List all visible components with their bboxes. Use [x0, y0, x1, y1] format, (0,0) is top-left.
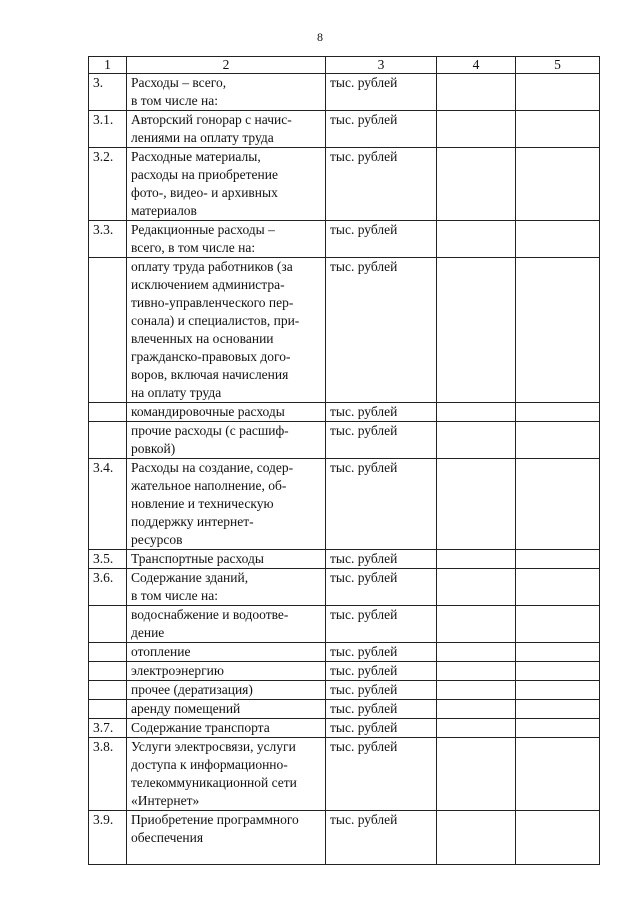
row-value-col-5 [516, 719, 600, 738]
table-row [89, 74, 600, 111]
row-number [89, 700, 127, 719]
expenses-table [88, 56, 600, 865]
table-row [89, 662, 600, 681]
table-row [89, 148, 600, 221]
row-value-col-5 [516, 606, 600, 643]
table-row [89, 719, 600, 738]
row-number [89, 681, 127, 700]
row-value-col-5 [516, 111, 600, 148]
row-number: 3.3. [89, 221, 127, 258]
row-value-col-5 [516, 700, 600, 719]
row-value-col-4 [437, 606, 516, 643]
row-unit: тыс. рублей [326, 258, 437, 403]
row-unit: тыс. рублей [326, 738, 437, 811]
row-number: 3.9. [89, 811, 127, 865]
table-row [89, 606, 600, 643]
table-row [89, 681, 600, 700]
row-value-col-4 [437, 719, 516, 738]
row-value-col-5 [516, 422, 600, 459]
table-row [89, 258, 600, 403]
row-name: Редакционные расходы – всего, в том числе на: [127, 221, 326, 258]
row-name: прочее (дератизация) [127, 681, 326, 700]
row-name: электроэнергию [127, 662, 326, 681]
row-number: 3.8. [89, 738, 127, 811]
row-number: 3.2. [89, 148, 127, 221]
row-value-col-4 [437, 148, 516, 221]
row-unit: тыс. рублей [326, 643, 437, 662]
row-value-col-4 [437, 738, 516, 811]
row-value-col-5 [516, 681, 600, 700]
row-value-col-4 [437, 700, 516, 719]
table-row [89, 569, 600, 606]
header-col-3: 3 [326, 57, 437, 74]
row-value-col-5 [516, 459, 600, 550]
table-row [89, 643, 600, 662]
table-row [89, 550, 600, 569]
row-value-col-5 [516, 643, 600, 662]
row-value-col-4 [437, 74, 516, 111]
row-name: прочие расходы (с расшиф- ровкой) [127, 422, 326, 459]
row-name: Приобретение программного обеспечения [127, 811, 326, 865]
table-row [89, 403, 600, 422]
row-unit: тыс. рублей [326, 719, 437, 738]
row-value-col-5 [516, 258, 600, 403]
row-number [89, 662, 127, 681]
row-value-col-4 [437, 681, 516, 700]
row-unit: тыс. рублей [326, 606, 437, 643]
row-value-col-5 [516, 550, 600, 569]
row-number [89, 258, 127, 403]
row-number [89, 643, 127, 662]
row-name: Расходы на создание, содер- жательное наполнение, об- новление и техническую поддержку интернет- ресурсов [127, 459, 326, 550]
header-col-2: 2 [127, 57, 326, 74]
table-row [89, 422, 600, 459]
row-value-col-4 [437, 221, 516, 258]
table-row [89, 221, 600, 258]
row-unit: тыс. рублей [326, 403, 437, 422]
row-number [89, 403, 127, 422]
table-row [89, 111, 600, 148]
row-unit: тыс. рублей [326, 459, 437, 550]
page-number: 8 [317, 30, 323, 44]
row-number: 3.7. [89, 719, 127, 738]
row-unit: тыс. рублей [326, 662, 437, 681]
row-name: Содержание зданий, в том числе на: [127, 569, 326, 606]
row-unit: тыс. рублей [326, 422, 437, 459]
row-name: отопление [127, 643, 326, 662]
row-unit: тыс. рублей [326, 550, 437, 569]
row-unit: тыс. рублей [326, 569, 437, 606]
row-value-col-4 [437, 569, 516, 606]
row-unit: тыс. рублей [326, 111, 437, 148]
row-value-col-4 [437, 811, 516, 865]
row-value-col-5 [516, 811, 600, 865]
row-unit: тыс. рублей [326, 681, 437, 700]
row-unit: тыс. рублей [326, 811, 437, 865]
table-row [89, 811, 600, 865]
row-name: Расходные материалы, расходы на приобретение фото-, видео- и архивных материалов [127, 148, 326, 221]
row-name: водоснабжение и водоотве- дение [127, 606, 326, 643]
row-name: Расходы – всего, в том числе на: [127, 74, 326, 111]
row-unit: тыс. рублей [326, 221, 437, 258]
table-row [89, 459, 600, 550]
row-value-col-4 [437, 403, 516, 422]
table-row [89, 738, 600, 811]
header-col-4: 4 [437, 57, 516, 74]
row-value-col-4 [437, 111, 516, 148]
row-value-col-5 [516, 221, 600, 258]
row-value-col-4 [437, 643, 516, 662]
row-number: 3.1. [89, 111, 127, 148]
table-header-row [89, 57, 600, 74]
row-number: 3.4. [89, 459, 127, 550]
row-name: Транспортные расходы [127, 550, 326, 569]
row-value-col-5 [516, 662, 600, 681]
header-col-5: 5 [516, 57, 600, 74]
row-value-col-4 [437, 422, 516, 459]
row-unit: тыс. рублей [326, 700, 437, 719]
row-name: командировочные расходы [127, 403, 326, 422]
row-name: Авторский гонорар с начис- лениями на оплату труда [127, 111, 326, 148]
row-value-col-5 [516, 403, 600, 422]
row-unit: тыс. рублей [326, 74, 437, 111]
row-number: 3.5. [89, 550, 127, 569]
row-number [89, 422, 127, 459]
row-number: 3. [89, 74, 127, 111]
row-name: аренду помещений [127, 700, 326, 719]
row-value-col-4 [437, 662, 516, 681]
row-number [89, 606, 127, 643]
row-value-col-4 [437, 459, 516, 550]
row-value-col-5 [516, 569, 600, 606]
row-value-col-5 [516, 738, 600, 811]
row-value-col-4 [437, 258, 516, 403]
row-unit: тыс. рублей [326, 148, 437, 221]
row-value-col-5 [516, 148, 600, 221]
header-col-1: 1 [89, 57, 127, 74]
row-value-col-4 [437, 550, 516, 569]
row-name: Содержание транспорта [127, 719, 326, 738]
table-row [89, 700, 600, 719]
row-number: 3.6. [89, 569, 127, 606]
row-name: оплату труда работников (за исключением администра- тивно-управленческого пер- сонала) и специалистов, при- влеченных на основании гражданско-правовых дого- воров, включая начисления на оплату труда [127, 258, 326, 403]
row-value-col-5 [516, 74, 600, 111]
row-name: Услуги электросвязи, услуги доступа к информационно- телекоммуникационной сети «Интернет» [127, 738, 326, 811]
